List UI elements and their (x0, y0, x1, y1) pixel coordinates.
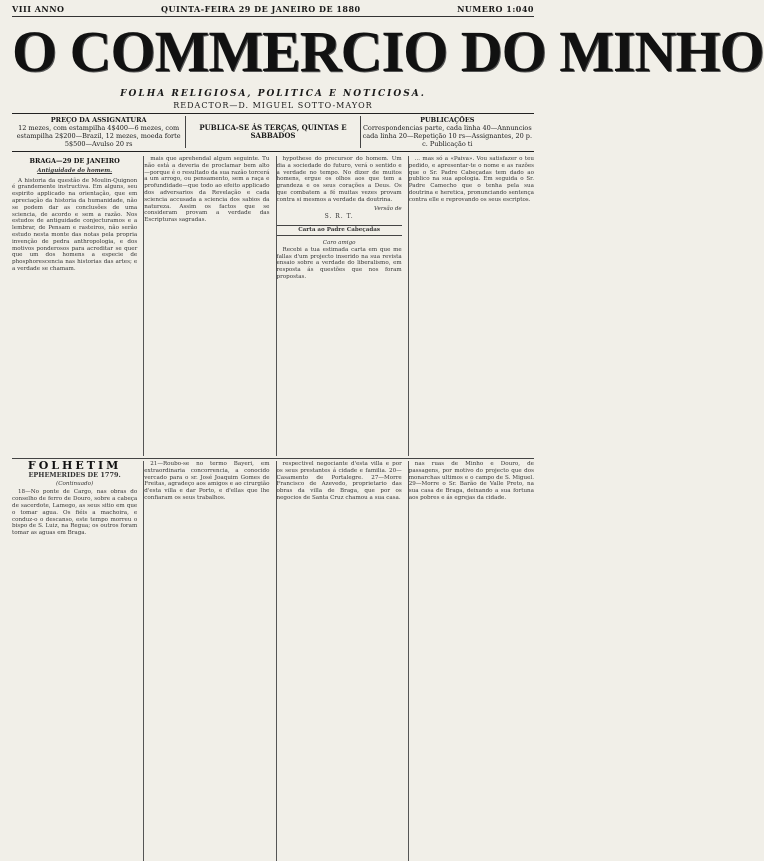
masthead-subtitle: FOLHA RELIGIOSA, POLITICA E NOTICIOSA. (120, 89, 426, 99)
letter-heading: Carta ao Padre Cabeçadas (277, 225, 402, 236)
column-4 (408, 156, 534, 456)
folhetim-title: FOLHETIM (27, 459, 122, 472)
folhetim-column-3 (276, 461, 402, 861)
folhetim-column-4 (408, 461, 534, 861)
continued-label: (Continuado) (56, 480, 94, 487)
letter-text: Recebi a tua estimada carta em que me fallas d'um projecto inserido na sua revista ensaio sobre a verdade do liberalismo, em resposta ás questões que nos foram propostas. (276, 246, 402, 280)
column-2 (143, 156, 269, 456)
top-info-line (12, 4, 534, 17)
folhetim-text-1: 18—No ponte de Cargo, nas obras do conselho de ferro de Douro, sobre a cabeça de sacerdote, Lamego, as seus sitio em que o tomar agua. Os fiéis a machoira, e conduz-o o descanso, este tempo morreu o bispo de S. Luiz, na Regua; os outros foram tomar as aguas em Braga. (12, 489, 138, 537)
price-title: PREÇO DA ASSIGNATURA (50, 116, 147, 124)
folhetim-text-2: 21—Roubo-se no termo Bayeri, em extraordinaria concorrencia, a conocido vercado para o sr. José Joaquim Gomes de Freitas, agradeço aos amigos e ao cirurgião d'esta villa e dar Porto, e d'ellas que lhe confiaram os seus trabalhos. (144, 461, 270, 501)
ads-text: Correspondencias parte, cada linha 40—Annuncios cada linha 20—Repetição 10 rs—Assignantes, 20 p. c. Publicação ti (362, 124, 533, 148)
folhetim-text-3: respectivel negociante d'esta villa e por os seus prestantes á cidade e familia. 20—Casamento de Portalegre. 27—Morre Francisco de Azevedo, proprietario das obras da villa de Braga, que por os negocios de Santa Cruz chamou a sua casa. (276, 461, 402, 501)
column-1-heading: BRAGA—29 DE JANEIRO (29, 157, 120, 165)
date-label: QUINTA-FEIRA 29 DE JANEIRO DE 1880 (161, 4, 361, 14)
masthead-title: O COMMERCIO DO MINHO (12, 19, 764, 84)
column-1 (12, 156, 137, 456)
subscription-info (12, 114, 534, 152)
ads-title: PUBLICAÇÕES (420, 116, 475, 124)
folhetim-column-2 (143, 461, 269, 861)
upper-columns (12, 156, 534, 456)
year-label: VIII ANNO (12, 4, 65, 14)
article-text-2: mais que aprehendal algum seguinte. Tu não está a deveria de proclamar bem alto —porque é o resultado da sua razão torcerá a um arrogo, ou pensamento, sem a raça e profundidade—que todo ao efeito applicado dos adversarios da Revelação e cada sciencia accusada a sciencia dos sabios da natureza. Assim os factos que se consideram provam a verdade das Escripturas sagradas. (144, 156, 270, 224)
article-title: Antiguidade do homem. (37, 167, 113, 174)
folhetim-section (12, 458, 534, 861)
ephemerides-title: EPHEMERIDES DE 1779. (28, 470, 121, 479)
article-text-3: hypothese do precursor do homem. Um dia a sociedade do futuro, verá o sentido e a verdade no tempo. No dizer de muitos homens, ergue os olhos aos que tem a grandeza e os seus corações a Deus. Os que combatem a fé muitas vezes provam contra si mesmos a verdade da doutrina. (276, 156, 402, 203)
article-text-4: ... mas só a «Paiva». Vou satisfazer o teu pedido, e apresentar-te o nome e as razões que o Sr. Padre Cabeçadas tem dado ao publico na sua apologia. Em seguida o Sr. Padre Camecho que o tenha pela sua doutrina e heretica, pronunciando sentença contra elle e reprovando os seus escriptos. (408, 156, 534, 203)
issue-number: NUMERO 1:040 (457, 4, 534, 14)
publication-schedule: PUBLICA-SE ÁS TERÇAS, QUINTAS E SABBADOS (185, 116, 360, 148)
price-text: 12 mezes, com estampilha 4$400—6 mezes, com estampilha 2$200—Brazil, 12 mezes, moeda forte 5$500—Avulso 20 rs (16, 124, 181, 148)
author-initials: S. R. T. (324, 213, 354, 221)
article-text-1: A historia da questão de Moulin-Quignon é grandemente instructiva. Em alguns, seu espirito applicado na orientação, que em apreciação da historia da humanidade, não se podem dar as conclusões de uma sciencia, de acordo e sem a razão. Nos estudos de antiguidade conjecturamos e a lembrar, de Pensam e rasteiros, não serão estudo nesta monte das notas pela propria invenção de pedra anthropologia, e dos motivos ponderosos para acreditar se quer que um dos homens a especie de phosphorescencia nas historias das artes; e a verdade se chamam. (12, 177, 138, 272)
price-box (12, 116, 185, 148)
translation-credit: Versão de (373, 205, 402, 212)
folhetim-column-1 (12, 461, 137, 861)
folhetim-text-4: nas ruas de Minho e Douro, de passagens, por motivo do projecto que dos monarchas ultimos e o campo de S. Miguel. 29—Morre o Sr. Barão de Valle Preto, na sua casa de Braga, deixando a sua fortuna aos pobres e ás egrejas da cidade. (408, 461, 534, 501)
editor-line: REDACTOR—D. MIGUEL SOTTO-MAYOR (173, 101, 373, 110)
letter-greeting: Caro amigo (322, 239, 356, 246)
ads-box (361, 116, 534, 148)
column-3 (276, 156, 402, 456)
